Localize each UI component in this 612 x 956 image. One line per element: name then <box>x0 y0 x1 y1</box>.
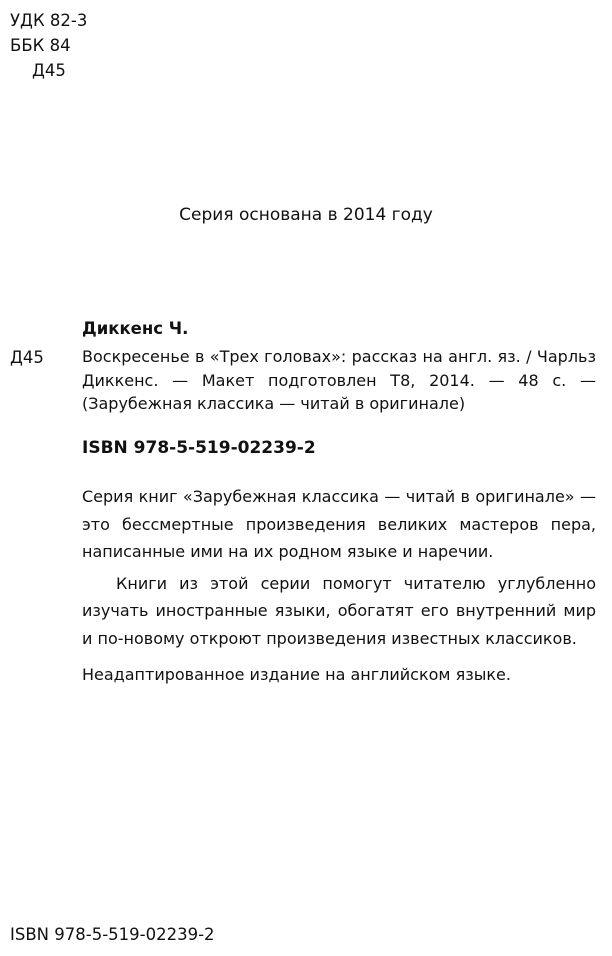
catalog-author: Диккенс Ч. <box>82 319 189 338</box>
annotation-paragraph-2: Книги из этой серии помогут читателю углубленно изучать иностранные языки, обогатят его внутренний мир и по-новому откроют произведения известных классиков. <box>82 573 596 648</box>
bbk-code: ББК 84 <box>10 36 71 55</box>
isbn-footer: ISBN 978-5-519-02239-2 <box>10 925 215 944</box>
catalog-author-mark: Д45 <box>10 348 44 367</box>
bibliographic-description: Воскресенье в «Трех головах»: рассказ на англ. яз. / Чарльз Диккенс. — Макет подготовлен Т8, 2014. — 48 с. — (Зарубежная классика — читай в оригинале) <box>82 347 596 413</box>
isbn-main: ISBN 978-5-519-02239-2 <box>82 438 316 458</box>
annotation <box>82 483 596 689</box>
annotation-paragraph-1: Серия книг «Зарубежная классика — читай в оригинале» — это бессмертные произведения великих мастеров пера, написанные ими на их родном языке и наречии. <box>82 487 596 561</box>
annotation-paragraph-3: Неадаптированное издание на английском языке. <box>82 665 511 684</box>
series-founded-note: Серия основана в 2014 году <box>179 205 433 225</box>
udk-code: УДК 82-3 <box>10 11 88 30</box>
classification-block <box>10 8 87 83</box>
author-mark: Д45 <box>32 61 66 80</box>
